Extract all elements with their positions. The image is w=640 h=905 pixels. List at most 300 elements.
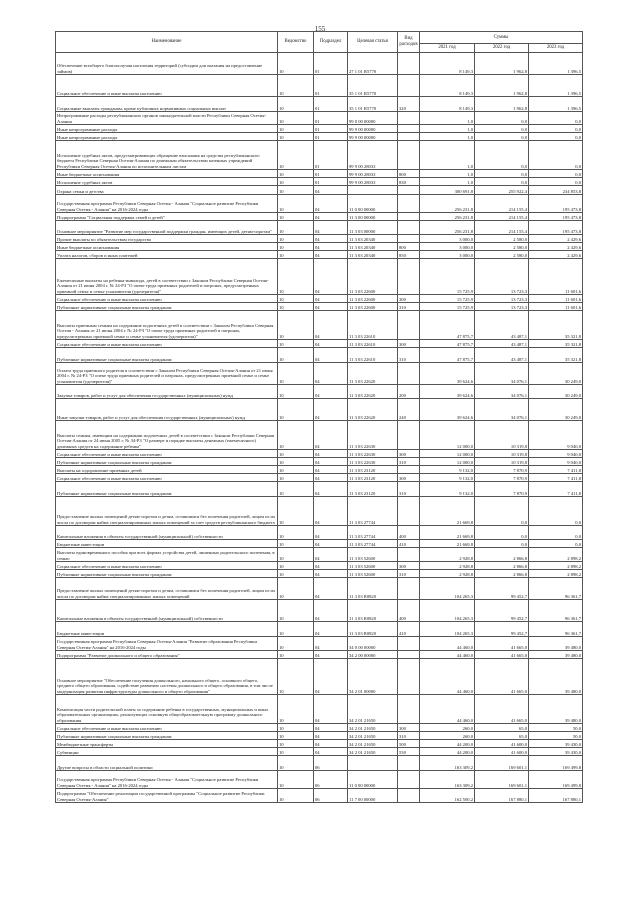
table-row <box>56 562 583 570</box>
cell-name: Основное мероприятие "Обеспечение получения дошкольного, начального общего, основного общего, среднего общего образования, содействие развитию системы дошкольного и общего образования, в том числе модернизация развития инфраструктуры дошкольного и общего образования" <box>56 659 278 695</box>
cell-2022: 41 600,0 <box>475 740 529 748</box>
table-row <box>56 259 583 295</box>
cell-2022: 1 962,8 <box>475 97 529 112</box>
cell-expense-type <box>398 363 420 385</box>
cell-section: 04 <box>314 637 348 651</box>
cell-ministry: 10 <box>278 497 314 526</box>
cell-2022: 10 319,8 <box>475 458 529 466</box>
table-row <box>56 97 583 112</box>
cell-target: 99 9 00 28033 <box>348 170 398 178</box>
table-row <box>56 295 583 303</box>
cell-section: 04 <box>314 421 348 450</box>
cell-2022: 169 601,1 <box>475 756 529 771</box>
cell-ministry: 10 <box>278 740 314 748</box>
cell-target: 11 3 03 22620 <box>348 363 398 385</box>
cell-2022: 7 870,9 <box>475 482 529 497</box>
cell-section: 04 <box>314 548 348 562</box>
cell-target: 11 3 03 R0820 <box>348 600 398 622</box>
cell-2022: 41 665,0 <box>475 659 529 695</box>
cell-section: 04 <box>314 259 348 295</box>
cell-2022: 0,0 <box>475 170 529 178</box>
cell-name: Иные непрограммные расходы <box>56 125 278 133</box>
cell-expense-type <box>398 125 420 133</box>
cell-2021: 104 265,3 <box>420 600 475 622</box>
cell-name: Выплаты на оздоровление приемных детей <box>56 466 278 474</box>
cell-expense-type <box>398 311 420 340</box>
cell-2021: 1,0 <box>420 141 475 170</box>
cell-2022: 65,0 <box>475 732 529 740</box>
cell-ministry: 10 <box>278 97 314 112</box>
cell-ministry: 10 <box>278 348 314 363</box>
table-row <box>56 178 583 186</box>
cell-2022: 0,0 <box>475 141 529 170</box>
cell-target: 34 2 01 21650 <box>348 748 398 756</box>
cell-name: Обеспечение всеобщего благополучия населения территорий (субсидии для оказания на предоставление займов) <box>56 53 278 75</box>
cell-2023: 1 396,5 <box>529 97 583 112</box>
cell-2023: 7 411,8 <box>529 474 583 482</box>
cell-expense-type <box>398 421 420 450</box>
cell-target: 11 3 03 00000 <box>348 221 398 235</box>
table-row <box>56 570 583 578</box>
table-row <box>56 235 583 243</box>
table-row <box>56 221 583 235</box>
cell-target: 11 3 03 20340 <box>348 251 398 259</box>
cell-expense-type <box>398 756 420 771</box>
cell-expense-type: 300 <box>398 562 420 570</box>
cell-2022: 0,0 <box>475 497 529 526</box>
cell-expense-type: 300 <box>398 295 420 303</box>
cell-ministry: 10 <box>278 311 314 340</box>
cell-section: 04 <box>314 221 348 235</box>
cell-2023: 30 249,0 <box>529 399 583 421</box>
table-row <box>56 243 583 251</box>
cell-section: 01 <box>314 53 348 75</box>
cell-target: 11 3 03 20340 <box>348 235 398 243</box>
cell-section: 01 <box>314 178 348 186</box>
cell-2022: 0,0 <box>475 540 529 548</box>
cell-2023: 2 429,6 <box>529 235 583 243</box>
cell-target: 11 3 03 52600 <box>348 548 398 562</box>
cell-ministry: 10 <box>278 622 314 637</box>
table-row <box>56 399 583 421</box>
cell-expense-type: 410 <box>398 540 420 548</box>
cell-2021: 44 460,0 <box>420 659 475 695</box>
cell-section: 04 <box>314 695 348 724</box>
cell-ministry: 10 <box>278 482 314 497</box>
cell-ministry: 10 <box>278 399 314 421</box>
cell-2021: 9 132,0 <box>420 474 475 482</box>
cell-section: 04 <box>314 385 348 399</box>
cell-ministry: 10 <box>278 133 314 141</box>
cell-section: 04 <box>314 578 348 600</box>
header-year-2022: 2022 год <box>475 44 529 53</box>
cell-2023: 96 361,7 <box>529 622 583 637</box>
cell-section: 04 <box>314 235 348 243</box>
cell-2022: 13 723,3 <box>475 259 529 295</box>
cell-2021: 104 265,3 <box>420 622 475 637</box>
cell-name: Публичные нормативные социальные выплаты гражданам <box>56 482 278 497</box>
cell-2023: 0,0 <box>529 133 583 141</box>
cell-target: 11 3 03 22610 <box>348 348 398 363</box>
cell-section: 01 <box>314 112 348 125</box>
cell-name: Выплаты семьям, имеющим на содержании подопечных детей в соответствии с Законом Республики Северная Осетия-Алания от 24 июня 2005 г. № 34-РЗ "О размере и порядке выплаты денежных (ежемесячного) денежных средств на содержание ребенка" <box>56 421 278 450</box>
cell-2021: 12 000,0 <box>420 450 475 458</box>
cell-expense-type <box>398 235 420 243</box>
table-row <box>56 348 583 363</box>
cell-section: 01 <box>314 141 348 170</box>
cell-section: 04 <box>314 732 348 740</box>
cell-2021: 44 200,0 <box>420 748 475 756</box>
cell-2023: 169 499,8 <box>529 756 583 771</box>
header-expense-type: Вид расходов <box>398 32 420 53</box>
cell-2021: 2 928,8 <box>420 570 475 578</box>
cell-2022: 2 580,0 <box>475 243 529 251</box>
cell-2022: 41 665,0 <box>475 695 529 724</box>
cell-2022: 34 076,1 <box>475 399 529 421</box>
cell-name: Иные бюджетные ассигнования <box>56 243 278 251</box>
cell-2021: 12 000,0 <box>420 421 475 450</box>
cell-2023: 30 249,0 <box>529 385 583 399</box>
cell-ministry: 10 <box>278 748 314 756</box>
table-header <box>56 32 583 53</box>
cell-section: 01 <box>314 133 348 141</box>
cell-name: Предоставление жилых помещений детям-сиротам и детям, оставшимся без попечения родителей, лицам из их числа по договорам найма специализированных жилых помещений <box>56 578 278 600</box>
cell-expense-type: 310 <box>398 348 420 363</box>
cell-target: 34 2 01 21650 <box>348 740 398 748</box>
table-row <box>56 540 583 548</box>
cell-2021: 8 149,3 <box>420 75 475 97</box>
cell-expense-type: 300 <box>398 474 420 482</box>
header-sums: Суммы <box>420 32 583 44</box>
cell-2022: 43 487,1 <box>475 348 529 363</box>
cell-2021: 47 875,7 <box>420 311 475 340</box>
cell-section: 04 <box>314 622 348 637</box>
cell-2023: 2 429,6 <box>529 251 583 259</box>
table-row <box>56 748 583 756</box>
cell-2022: 43 487,1 <box>475 311 529 340</box>
cell-section: 04 <box>314 497 348 526</box>
cell-2021: 3 000,0 <box>420 251 475 259</box>
cell-2023: 96 361,7 <box>529 578 583 600</box>
cell-name: Закупка товаров, работ и услуг для обеспечения государственных (муниципальных) нужд <box>56 385 278 399</box>
table-row <box>56 651 583 659</box>
cell-target: 11 3 03 23120 <box>348 482 398 497</box>
cell-target: 11 3 03 22630 <box>348 458 398 466</box>
cell-section: 04 <box>314 748 348 756</box>
table-body <box>56 53 583 803</box>
cell-2021: 300 691,8 <box>420 186 475 195</box>
cell-target: 11 3 03 23120 <box>348 474 398 482</box>
cell-expense-type <box>398 53 420 75</box>
cell-ministry: 10 <box>278 251 314 259</box>
cell-2021: 104 265,3 <box>420 578 475 600</box>
cell-target: 34 2 01 00000 <box>348 659 398 695</box>
cell-section: 04 <box>314 295 348 303</box>
cell-expense-type <box>398 466 420 474</box>
table-row <box>56 53 583 75</box>
cell-target: 11 3 03 22600 <box>348 295 398 303</box>
cell-expense-type: 400 <box>398 526 420 540</box>
header-section: Подраздел <box>314 32 348 53</box>
cell-2023: 39 480,0 <box>529 637 583 651</box>
cell-target <box>348 756 398 771</box>
cell-target: 11 3 03 22610 <box>348 311 398 340</box>
cell-expense-type <box>398 497 420 526</box>
cell-expense-type <box>398 548 420 562</box>
cell-target: 35 1 01 R5770 <box>348 75 398 97</box>
cell-2021: 8 149,3 <box>420 97 475 112</box>
cell-ministry: 10 <box>278 578 314 600</box>
cell-ministry: 10 <box>278 363 314 385</box>
cell-2021: 2 928,8 <box>420 548 475 562</box>
cell-target: 34 2 00 00000 <box>348 651 398 659</box>
cell-name: Публичные нормативные социальные выплаты гражданам <box>56 348 278 363</box>
cell-target: 99 9 00 00000 <box>348 133 398 141</box>
cell-2022: 99 452,7 <box>475 622 529 637</box>
cell-expense-type: 200 <box>398 385 420 399</box>
cell-expense-type: 530 <box>398 748 420 756</box>
table-row <box>56 125 583 133</box>
cell-2021: 15 725,9 <box>420 259 475 295</box>
cell-2021: 12 000,0 <box>420 458 475 466</box>
cell-section: 04 <box>314 482 348 497</box>
cell-target: 99 9 00 00000 <box>348 125 398 133</box>
cell-ministry: 10 <box>278 637 314 651</box>
cell-2023: 167 880,1 <box>529 789 583 803</box>
cell-section: 04 <box>314 311 348 340</box>
cell-2023: 195 473,8 <box>529 221 583 235</box>
cell-2022: 0,0 <box>475 112 529 125</box>
cell-2022: 214 155,4 <box>475 195 529 213</box>
cell-2021: 256 231,8 <box>420 213 475 221</box>
page-number: 155 <box>314 25 326 33</box>
cell-expense-type <box>398 771 420 789</box>
cell-2023: 35 321,8 <box>529 311 583 340</box>
cell-section: 04 <box>314 186 348 195</box>
cell-target: 11 3 03 R0820 <box>348 578 398 600</box>
cell-name: Публичные нормативные социальные выплаты гражданам <box>56 732 278 740</box>
cell-name: Уплата налогов, сборов и иных платежей <box>56 251 278 259</box>
cell-name: Предоставление жилых помещений детям-сиротам и детям, оставшимся без попечения родителей, лицам из их числа по договорам найма специализированных жилых помещений за счет средств республиканского бюджета <box>56 497 278 526</box>
cell-2022: 167 880,1 <box>475 789 529 803</box>
cell-expense-type: 500 <box>398 740 420 748</box>
cell-ministry: 10 <box>278 562 314 570</box>
cell-target: 34 2 01 21650 <box>348 732 398 740</box>
cell-2023: 0,0 <box>529 170 583 178</box>
cell-2021: 39 624,6 <box>420 385 475 399</box>
cell-expense-type: 850 <box>398 251 420 259</box>
cell-2023: 39 480,0 <box>529 651 583 659</box>
cell-2021: 2 928,8 <box>420 562 475 570</box>
cell-2022: 1 962,8 <box>475 53 529 75</box>
cell-name: Иные непрограммные расходы <box>56 133 278 141</box>
cell-2022: 10 319,8 <box>475 450 529 458</box>
table-row <box>56 450 583 458</box>
cell-section: 04 <box>314 570 348 578</box>
cell-name: Социальное обеспечение и иные выплаты населению <box>56 474 278 482</box>
cell-target: 11 3 03 27744 <box>348 526 398 540</box>
cell-ministry: 10 <box>278 421 314 450</box>
cell-2021: 15 725,9 <box>420 295 475 303</box>
cell-ministry: 10 <box>278 756 314 771</box>
cell-expense-type <box>398 141 420 170</box>
table-row <box>56 659 583 695</box>
cell-target: 11 3 03 27744 <box>348 497 398 526</box>
cell-section: 04 <box>314 363 348 385</box>
cell-expense-type: 300 <box>398 724 420 732</box>
cell-section: 04 <box>314 251 348 259</box>
cell-2023: 169 499,8 <box>529 771 583 789</box>
cell-ministry: 10 <box>278 178 314 186</box>
cell-expense-type <box>398 195 420 213</box>
cell-name: Социальное обеспечение и иные выплаты населению <box>56 724 278 732</box>
cell-2021: 256 231,8 <box>420 221 475 235</box>
cell-2023: 2 898,2 <box>529 562 583 570</box>
cell-section: 04 <box>314 340 348 348</box>
table-row <box>56 186 583 195</box>
header-year-2021: 2021 год <box>420 44 475 53</box>
cell-2022: 2 866,8 <box>475 562 529 570</box>
cell-expense-type <box>398 133 420 141</box>
cell-ministry: 10 <box>278 170 314 178</box>
cell-2022: 255 922,4 <box>475 186 529 195</box>
cell-expense-type <box>398 259 420 295</box>
table-row <box>56 213 583 221</box>
cell-expense-type: 310 <box>398 303 420 311</box>
cell-2021: 1,0 <box>420 112 475 125</box>
table-row <box>56 789 583 803</box>
cell-expense-type: 300 <box>398 340 420 348</box>
cell-2022: 13 723,3 <box>475 295 529 303</box>
cell-section: 04 <box>314 303 348 311</box>
header-name: Наименование <box>56 32 278 53</box>
cell-ministry: 10 <box>278 213 314 221</box>
table-row <box>56 303 583 311</box>
cell-ministry: 10 <box>278 695 314 724</box>
table-row <box>56 363 583 385</box>
table-row <box>56 195 583 213</box>
cell-2022: 10 319,8 <box>475 421 529 450</box>
cell-2021: 39 624,6 <box>420 399 475 421</box>
cell-expense-type <box>398 637 420 651</box>
cell-2021: 47 875,7 <box>420 340 475 348</box>
cell-2023: 39 480,0 <box>529 659 583 695</box>
cell-section: 04 <box>314 600 348 622</box>
cell-section: 06 <box>314 789 348 803</box>
cell-section: 04 <box>314 213 348 221</box>
cell-2022: 1 962,8 <box>475 75 529 97</box>
cell-2021: 47 875,7 <box>420 348 475 363</box>
cell-expense-type <box>398 659 420 695</box>
cell-expense-type <box>398 186 420 195</box>
table-row <box>56 133 583 141</box>
cell-ministry: 10 <box>278 303 314 311</box>
table-row <box>56 600 583 622</box>
table-row <box>56 482 583 497</box>
cell-expense-type <box>398 695 420 724</box>
table-row <box>56 637 583 651</box>
cell-section: 04 <box>314 458 348 466</box>
cell-2023: 96 361,7 <box>529 600 583 622</box>
cell-name: Государственная программа Республики Северная Осетия - Алания "Социальное развитие Республики Северная Осетия - Алания" на 2016-2024 годы <box>56 195 278 213</box>
cell-target: 27 1 01 R5770 <box>348 53 398 75</box>
cell-name: Социальное обеспечение и иные выплаты населению <box>56 340 278 348</box>
cell-ministry: 10 <box>278 458 314 466</box>
cell-expense-type: 800 <box>398 170 420 178</box>
budget-table <box>55 31 583 803</box>
cell-2023: 9 040,0 <box>529 421 583 450</box>
cell-2022: 2 580,0 <box>475 251 529 259</box>
cell-section: 01 <box>314 75 348 97</box>
cell-name: Публичные нормативные социальные выплаты гражданам <box>56 570 278 578</box>
cell-ministry: 10 <box>278 385 314 399</box>
table-row <box>56 578 583 600</box>
cell-target: 11 3 03 22610 <box>348 340 398 348</box>
cell-2021: 9 132,0 <box>420 466 475 474</box>
cell-ministry: 10 <box>278 570 314 578</box>
cell-section: 04 <box>314 659 348 695</box>
cell-2022: 7 870,9 <box>475 474 529 482</box>
cell-ministry: 10 <box>278 259 314 295</box>
cell-ministry: 10 <box>278 526 314 540</box>
header-ministry: Ведомство <box>278 32 314 53</box>
table-row <box>56 75 583 97</box>
cell-2022: 41 665,0 <box>475 651 529 659</box>
cell-2022: 65,0 <box>475 724 529 732</box>
table-row <box>56 756 583 771</box>
cell-ministry: 10 <box>278 651 314 659</box>
header-target: Целевая статья <box>348 32 398 53</box>
cell-2021: 1,0 <box>420 178 475 186</box>
cell-ministry: 10 <box>278 125 314 133</box>
cell-ministry: 10 <box>278 659 314 695</box>
cell-2021: 1,0 <box>420 133 475 141</box>
cell-2023: 50,0 <box>529 724 583 732</box>
cell-2021: 162 500,2 <box>420 789 475 803</box>
cell-ministry: 10 <box>278 221 314 235</box>
cell-expense-type: 400 <box>398 600 420 622</box>
cell-ministry: 10 <box>278 112 314 125</box>
cell-2023: 11 601,6 <box>529 259 583 295</box>
cell-ministry: 10 <box>278 141 314 170</box>
cell-2021: 21 669,8 <box>420 497 475 526</box>
cell-2023: 2 898,2 <box>529 548 583 562</box>
cell-2022: 214 155,4 <box>475 221 529 235</box>
cell-name: Иные закупки товаров, работ и услуг для обеспечения государственных (муниципальных) нужд <box>56 399 278 421</box>
cell-section: 04 <box>314 651 348 659</box>
table-row <box>56 385 583 399</box>
cell-ministry: 10 <box>278 186 314 195</box>
cell-target: 11 3 03 22600 <box>348 259 398 295</box>
cell-name: Социальное обеспечение и иные выплаты населению <box>56 75 278 97</box>
cell-expense-type: 300 <box>398 450 420 458</box>
cell-name: Социальное обеспечение и иные выплаты населению <box>56 562 278 570</box>
cell-expense-type <box>398 221 420 235</box>
cell-section: 01 <box>314 170 348 178</box>
cell-target: 11 3 03 22600 <box>348 303 398 311</box>
cell-2023: 0,0 <box>529 141 583 170</box>
cell-ministry: 10 <box>278 53 314 75</box>
table-row <box>56 695 583 724</box>
cell-name: Другие вопросы в области социальной политики <box>56 756 278 771</box>
cell-2022: 99 452,7 <box>475 600 529 622</box>
table-row <box>56 622 583 637</box>
cell-2021: 260,0 <box>420 724 475 732</box>
cell-2022: 34 076,1 <box>475 385 529 399</box>
cell-name: Государственная программа Республики Северная Осетия - Алания "Социальное развитие Республики Северная Осетия - Алания" на 2016-2024 годы <box>56 771 278 789</box>
cell-target: 34 0 00 00000 <box>348 637 398 651</box>
table-row <box>56 466 583 474</box>
